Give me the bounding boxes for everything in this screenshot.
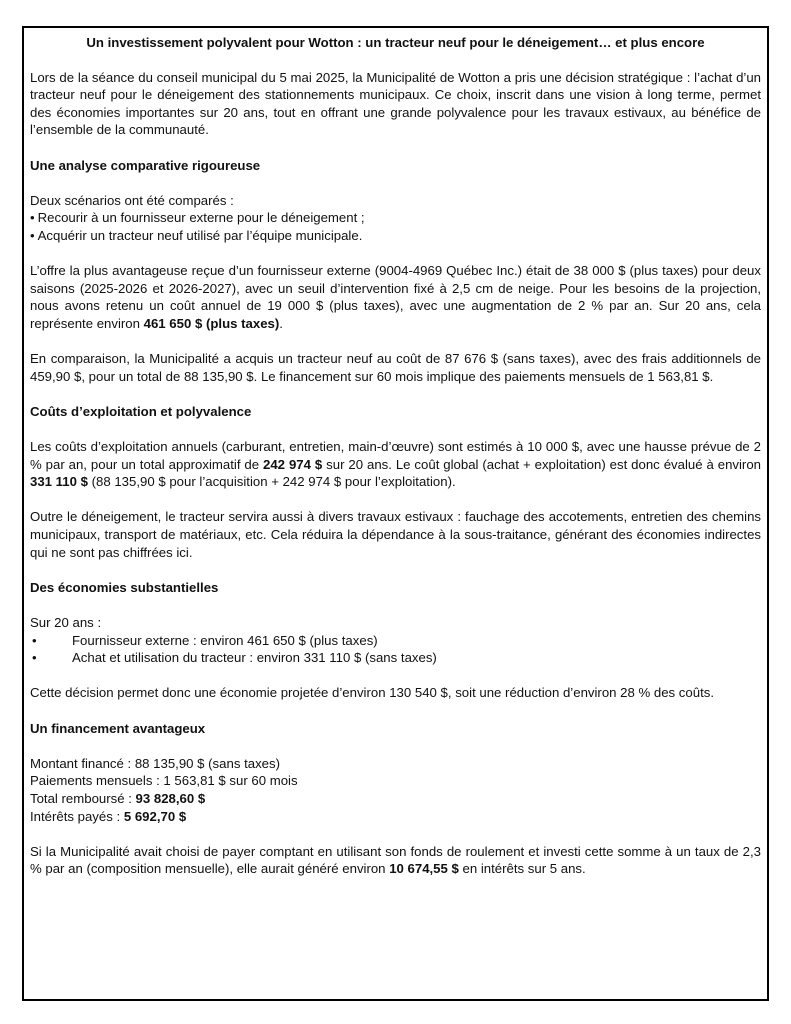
interest-generated-value: 10 674,55 $ (389, 861, 459, 877)
operating-costs-paragraph (30, 438, 761, 491)
twenty-years-lead: Sur 20 ans : (30, 615, 102, 630)
list-item: • Acquérir un tracteur neuf utilisé par l’équipe municipale. (30, 227, 761, 245)
list-item: • Recourir à un fournisseur externe pour le déneigement ; (30, 209, 761, 227)
external-total-value: 461 650 $ (plus taxes) (143, 315, 280, 331)
interest-paid-value: 5 692,70 $ (123, 808, 187, 824)
text-run: Si la Municipalité avait choisi de payer comptant en utilisant son fonds de roulement et investi cette somme à un taux de 2,3 % par an (composition mensuelle), elle aurait généré environ (30, 843, 761, 877)
section-heading-analyse: Une analyse comparative rigoureuse (30, 157, 261, 173)
document-frame (22, 26, 769, 1001)
text-run: Les coûts d’exploitation annuels (carburant, entretien, main-d’œuvre) sont estimés à 10 000 $, avec une hausse prévue de 2 % par an, pour un total approximatif de (30, 439, 761, 472)
section-heading-financement: Un financement avantageux (30, 720, 206, 736)
text-run: en intérêts sur 5 ans. (458, 861, 586, 877)
comparison-list (30, 632, 761, 667)
cash-alternative-paragraph (30, 843, 761, 878)
text-run: . (279, 315, 283, 331)
text-run: (88 135,90 $ pour l’acquisition + 242 974 $ pour l’exploitation). (87, 474, 456, 490)
list-item: • Achat et utilisation du tracteur : environ 331 110 $ (sans taxes) (30, 649, 761, 667)
total-repaid-line (30, 790, 761, 808)
document-title: Un investissement polyvalent pour Wotton : un tracteur neuf pour le déneigement… et plus encore (86, 35, 705, 50)
text-run: Total remboursé : (30, 790, 136, 806)
intro-paragraph: Lors de la séance du conseil municipal du 5 mai 2025, la Municipalité de Wotton a pris une décision stratégique : l’achat d’un tracteur neuf pour le déneigement des stationnements municipaux. Ce choix, inscrit dans une vision à long terme, permet des économies importantes sur 20 ans, tout en offrant une grande polyvalence pour les travaux estivaux, au bénéfice de l’ensemble de la communauté. (30, 69, 761, 138)
total-repaid-value: 93 828,60 $ (135, 790, 206, 806)
summer-works-paragraph: Outre le déneigement, le tracteur servira aussi à divers travaux estivaux : fauchage des accotements, entretien des chemins municipaux, transport de matériaux, etc. Cela réduira la dépendance à la sous-traitance, générant des économies indirectes qui ne sont pas chiffrées ici. (30, 509, 761, 560)
list-item: • Fournisseur externe : environ 461 650 $ (plus taxes) (30, 632, 761, 650)
operating-total-value: 242 974 $ (263, 456, 323, 472)
global-cost-value: 331 110 $ (30, 474, 88, 490)
scenarios-list (30, 209, 761, 244)
savings-paragraph: Cette décision permet donc une économie projetée d’environ 130 540 $, soit une réduction d’environ 28 % des coûts. (30, 685, 714, 701)
scenarios-lead: Deux scénarios ont été comparés : (30, 192, 234, 208)
text-run: sur 20 ans. Le coût global (achat + exploitation) est donc évalué à environ (322, 456, 761, 472)
financed-amount-line: Montant financé : 88 135,90 $ (sans taxes) (30, 755, 280, 771)
section-heading-couts: Coûts d’exploitation et polyvalence (30, 403, 252, 419)
external-offer-paragraph (30, 262, 761, 332)
section-heading-economies: Des économies substantielles (30, 579, 219, 595)
text-run: L’offre la plus avantageuse reçue d’un fournisseur externe (9004-4969 Québec Inc.) était de 38 000 $ (plus taxes) pour deux saisons (2025-2026 et 2026-2027), avec un seuil d’intervention fixé à 2,5 cm de neige. Pour les besoins de la projection, nous avons retenu un coût annuel de 19 000 $ (plus taxes), avec une augmentation de 2 % par an. Sur 20 ans, cela représente environ (30, 263, 761, 331)
text-run: Intérêts payés : (30, 808, 124, 824)
monthly-payments-line: Paiements mensuels : 1 563,81 $ sur 60 mois (30, 773, 298, 789)
interest-paid-line (30, 808, 761, 826)
tractor-purchase-paragraph: En comparaison, la Municipalité a acquis un tracteur neuf au coût de 87 676 $ (sans taxes), avec des frais additionnels de 459,90 $, pour un total de 88 135,90 $. Le financement sur 60 mois implique des paiements mensuels de 1 563,81 $. (30, 351, 761, 384)
